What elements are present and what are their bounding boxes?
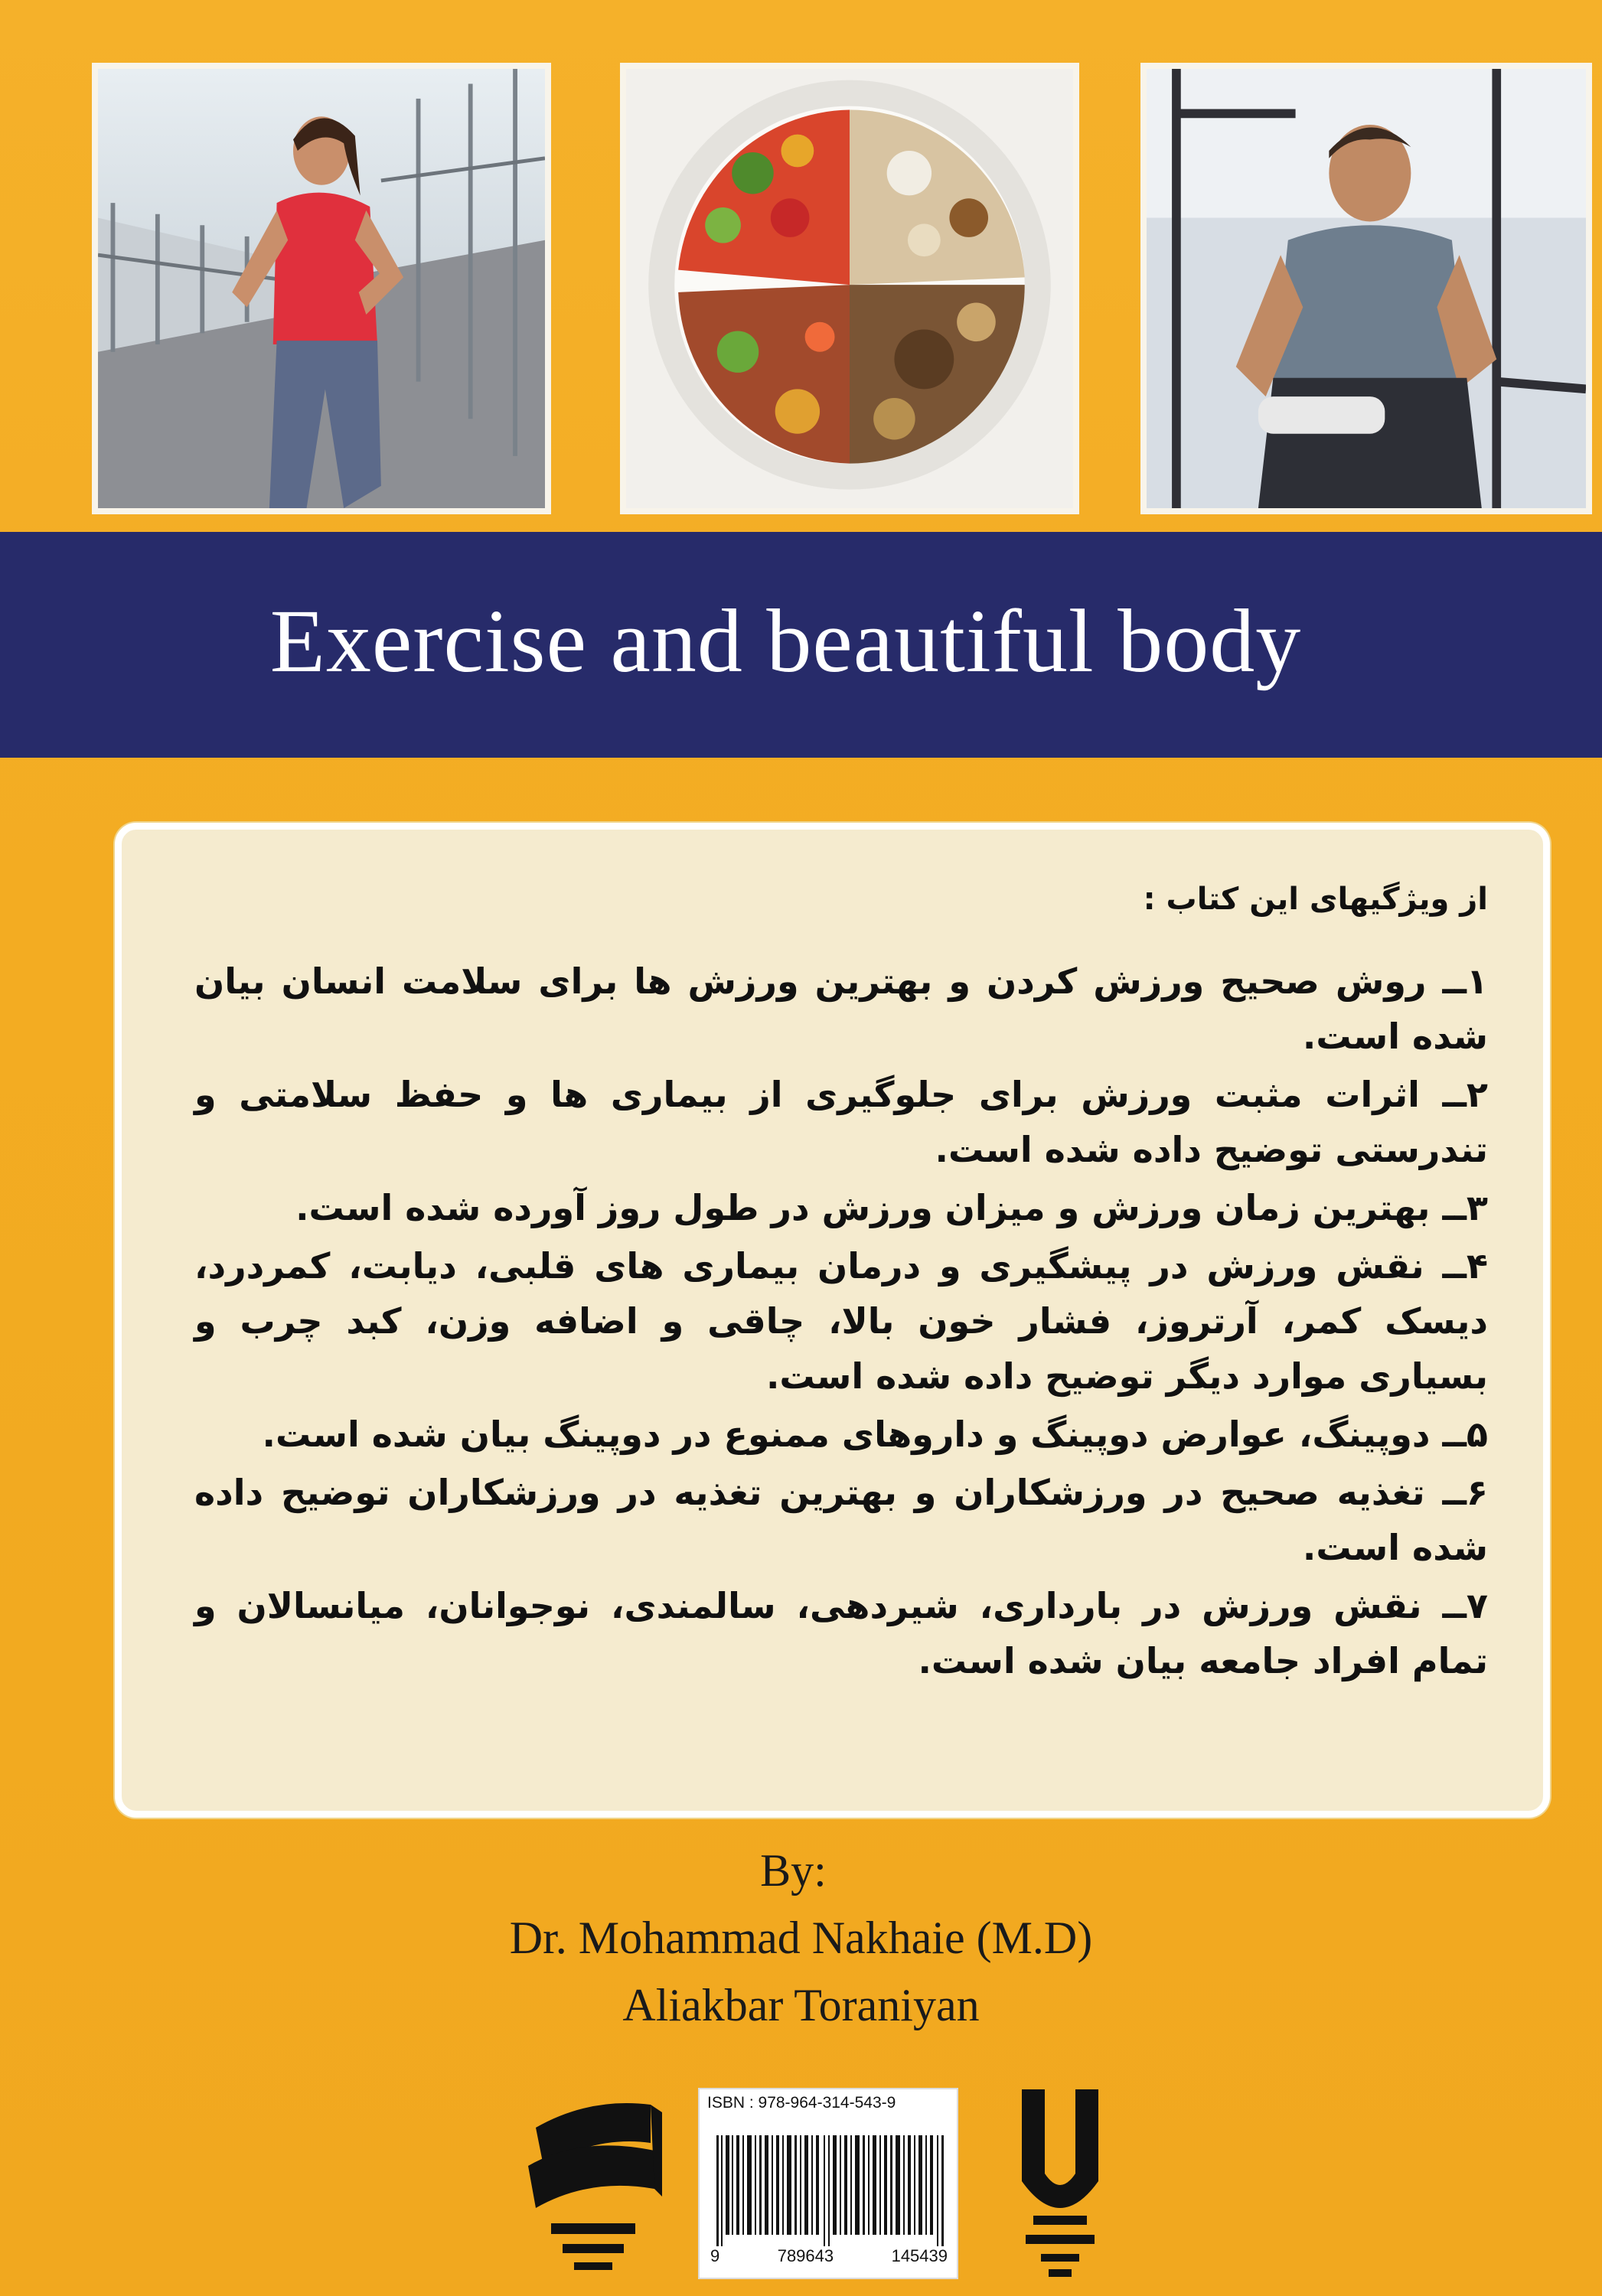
barcode-digit-group: 789643 xyxy=(777,2246,834,2265)
author-credits xyxy=(0,1837,1602,2039)
isbn-barcode-box xyxy=(698,2088,958,2279)
feature-item: ۷ــ نقش ورزش در بارداری، شیردهی، سالمندی، نوجوانان، میانسالان و تمام افراد جامعه بیان شده است. xyxy=(194,1585,1488,1681)
feature-item: ۲ــ اثرات مثبت ورزش برای جلوگیری از بیماری ها و حفظ سلامتی و تندرستی توضیح داده شده است. xyxy=(194,1074,1488,1170)
book-logo-icon xyxy=(520,2082,666,2281)
food-plate-illustration xyxy=(626,69,1073,508)
feature-item: ۳ــ بهترین زمان ورزش و میزان ورزش در طول روز آورده شده است. xyxy=(295,1187,1488,1228)
feature-item: ۶ــ تغذیه صحیح در ورزشکاران و بهترین تغذیه در ورزشکاران توضیح داده شده است. xyxy=(194,1472,1488,1568)
publisher-logo-right xyxy=(1014,2082,1106,2285)
author-name: Dr. Mohammad Nakhaie (M.D) xyxy=(509,1913,1093,1963)
barcode-icon xyxy=(716,2135,946,2246)
publisher-emblem-icon xyxy=(1014,2082,1106,2285)
jogging-illustration xyxy=(98,69,545,508)
features-panel xyxy=(115,823,1550,1818)
feature-item: ۵ــ دوپینگ، عوارض دوپینگ و داروهای ممنوع در دوپینگ بیان شده است. xyxy=(262,1414,1488,1455)
publisher-logo-left xyxy=(520,2082,666,2281)
barcode-digit-group: 145439 xyxy=(891,2246,948,2265)
features-heading: از ویژگیهای این کتاب : xyxy=(1143,882,1488,917)
woman-jogging-photo xyxy=(92,63,551,514)
gym-illustration xyxy=(1147,69,1586,508)
feature-item: ۴ــ نقش ورزش در پیشگیری و درمان بیماری های قلبی، دیابت، کمردرد، دیسک کمر، آرتروز، فشار خون بالا، چاقی و اضافه وزن، کبد چرب و بسیاری موارد دیگر توضیح داده شده است. xyxy=(194,1245,1488,1397)
author-name: Aliakbar Toraniyan xyxy=(622,1980,980,2030)
man-resting-gym-photo xyxy=(1140,63,1592,514)
isbn-label: ISBN : 978-964-314-543-9 xyxy=(707,2094,896,2112)
barcode-digits xyxy=(710,2246,948,2266)
book-title: Exercise and beautiful body xyxy=(269,590,1302,691)
title-banner xyxy=(0,532,1602,758)
barcode-lead-digit: 9 xyxy=(710,2246,720,2265)
by-label: By: xyxy=(760,1845,827,1896)
feature-item: ۱ــ روش صحیح ورزش کردن و بهترین ورزش ها برای سلامت انسان بیان شده است. xyxy=(194,960,1488,1057)
healthy-food-plate-photo xyxy=(620,63,1079,514)
features-text xyxy=(194,876,1488,1691)
